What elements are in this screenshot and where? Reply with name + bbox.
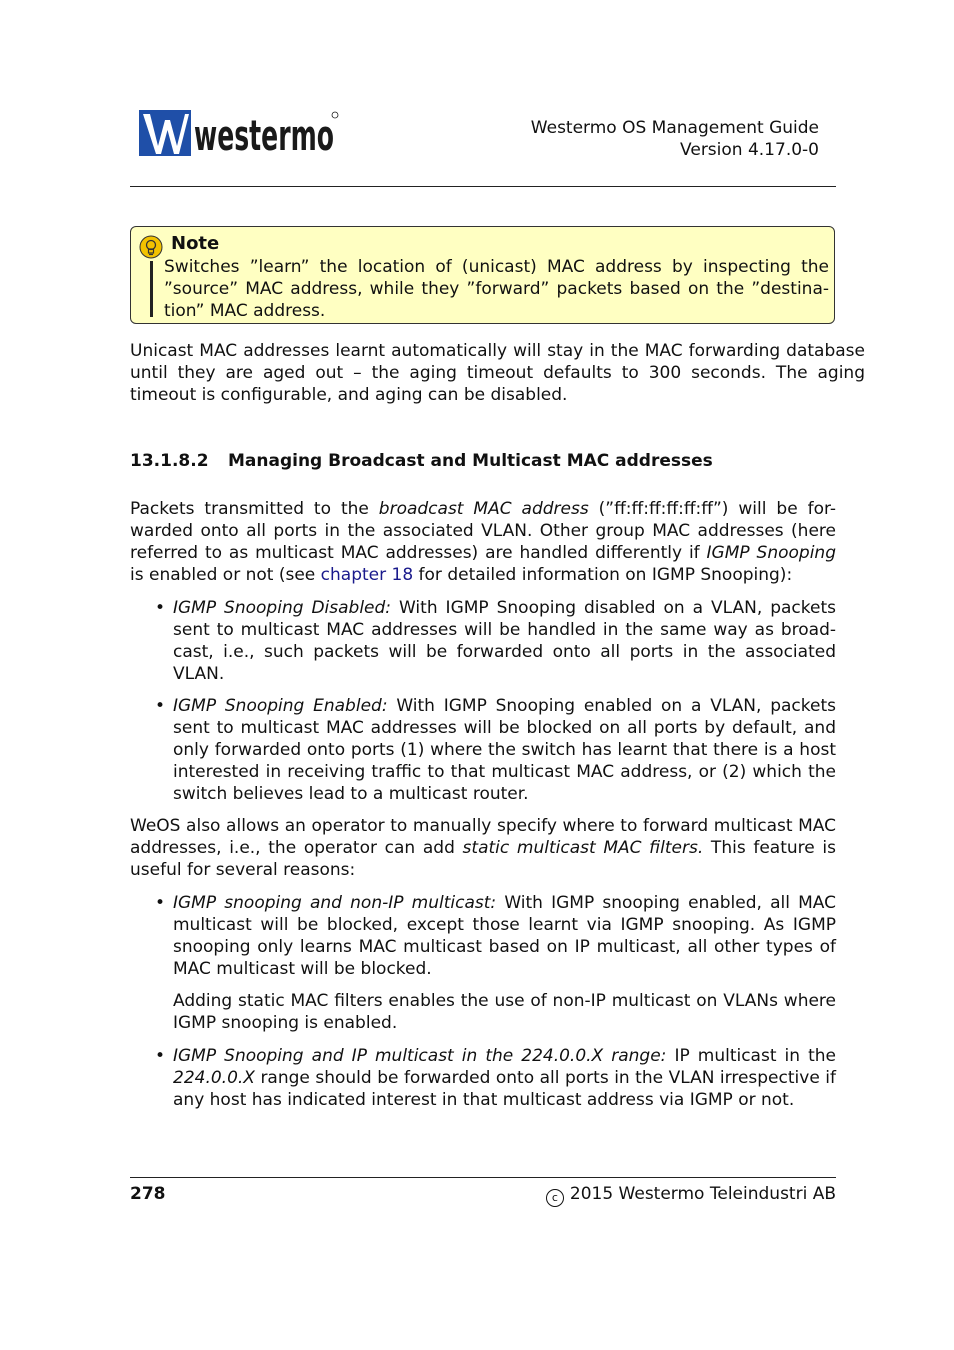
westermo-logo (139, 110, 339, 158)
lightbulb-icon (139, 235, 163, 259)
chapter-link[interactable]: chapter 18 (320, 565, 414, 585)
bullet-icon: • (155, 598, 166, 618)
guide-version: Version 4.17.0-0 (680, 140, 819, 160)
note-text: Switches ”learn” the location of (unicast) MAC address by inspecting the ”source” MAC address, while they ”forward” packets based on the ”destina-tion” MAC address. (164, 257, 829, 321)
header-rule (130, 186, 836, 187)
list-item-continuation: Adding static MAC filters enables the use of non-IP multicast on VLANs where IGMP snooping is enabled. (173, 991, 836, 1033)
list-item: • IGMP Snooping Enabled: With IGMP Snooping enabled on a VLAN, packets sent to multicast MAC addresses will be blocked on all ports by default, and only forwarded onto ports (1) where the switch has learnt that there is a host interested in receiving traffic to that multicast MAC address, or (2) which the switch believes lead to a multicast router. (155, 696, 836, 804)
paragraph-broadcast: Packets transmitted to the broadcast MAC address (”ff:ff:ff:ff:ff:ff”) will be for-warded onto all ports in the associated VLAN. Other group MAC addresses (here referred to as multicast MAC addresses) are handled differently if IGMP Snooping is enabled or not (see chapter 18 for detailed information on IGMP Snooping): (130, 499, 837, 585)
copyright-icon: c (546, 1189, 564, 1207)
section-heading (130, 450, 713, 472)
paragraph-static-filters: WeOS also allows an operator to manually specify where to forward multicast MAC addresses, i.e., the operator can add static multicast MAC filters. This feature is useful for several reasons: (130, 816, 836, 880)
bullet-icon: • (155, 696, 166, 716)
header-info (531, 117, 819, 161)
section-number: 13.1.8.2 (130, 451, 209, 471)
note-bar (150, 261, 153, 317)
svg-text:westermo: westermo (194, 111, 334, 160)
note-title: Note (171, 233, 220, 254)
bullet-icon: • (155, 893, 166, 913)
list-item: • IGMP Snooping and IP multicast in the 224.0.0.X range: IP multicast in the 224.0.0.X range should be forwarded onto all ports in the VLAN irrespective if any host has indicated interest in that multicast address via IGMP or not. (155, 1046, 836, 1110)
paragraph-aging: Unicast MAC addresses learnt automatically will stay in the MAC forwarding database until they are aged out – the aging timeout defaults to 300 seconds. The aging timeout is configurable, and aging can be disabled. (130, 341, 865, 405)
list-item: • IGMP Snooping Disabled: With IGMP Snooping disabled on a VLAN, packets sent to multicast MAC addresses will be handled in the same way as broad-cast, i.e., such packets will be forwarded onto all ports in the associated VLAN. (155, 598, 836, 684)
list-item: • IGMP snooping and non-IP multicast: With IGMP snooping enabled, all MAC multicast will be blocked, except those learnt via IGMP snooping. As IGMP snooping only learns MAC multicast based on IP multicast, all other types of MAC multicast will be blocked. (155, 893, 836, 979)
note-box (130, 226, 835, 324)
footer-rule (130, 1177, 836, 1178)
section-title: Managing Broadcast and Multicast MAC addresses (228, 451, 713, 471)
page-number: 278 (130, 1184, 166, 1204)
bullet-icon: • (155, 1046, 166, 1066)
copyright: c 2015 Westermo Teleindustri AB (546, 1183, 836, 1207)
guide-title: Westermo OS Management Guide (530, 118, 819, 138)
